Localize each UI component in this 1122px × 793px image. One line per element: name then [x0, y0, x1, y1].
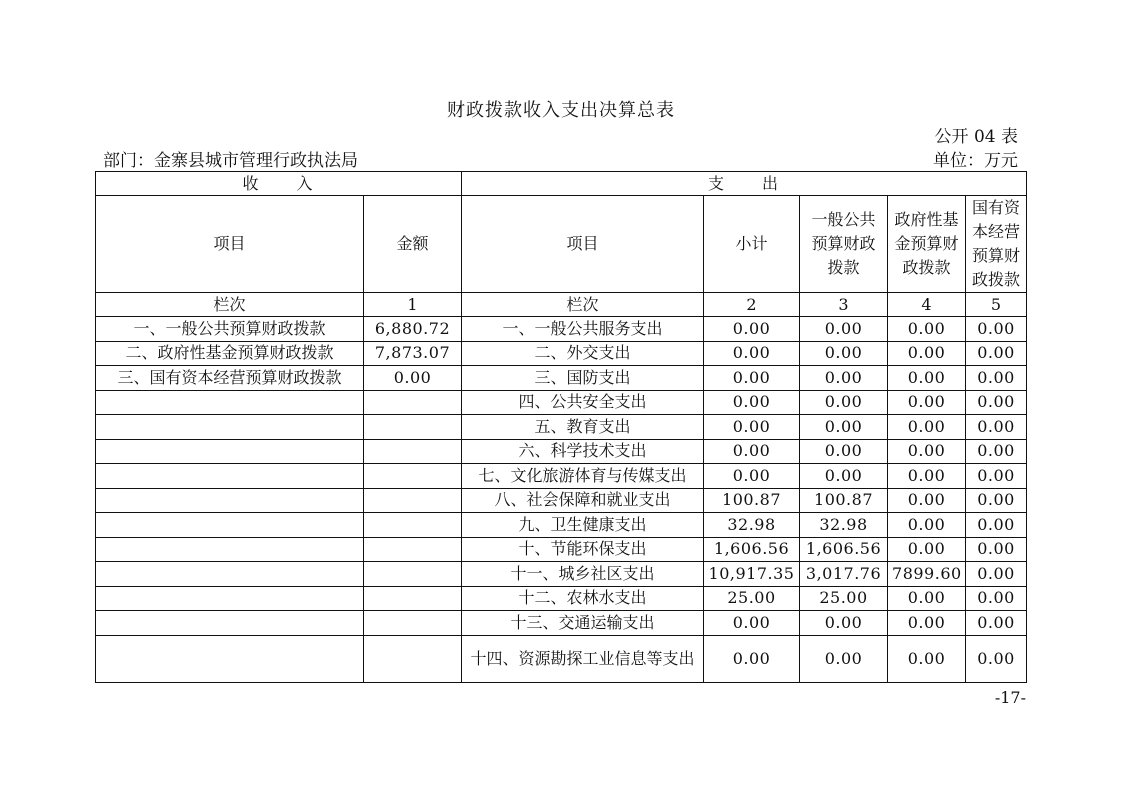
table-row	[96, 635, 1027, 682]
section-header-row	[96, 172, 1027, 196]
section-expense: 支 出	[462, 172, 1027, 196]
gov-fund-cell: 0.00	[888, 537, 966, 562]
income-amount-cell	[364, 488, 462, 513]
income-amount-cell	[364, 415, 462, 440]
general-budget-cell: 0.00	[800, 317, 888, 342]
state-capital-cell: 0.00	[966, 439, 1027, 464]
income-amount-cell	[364, 464, 462, 489]
income-amount-cell	[364, 635, 462, 682]
state-capital-cell: 0.00	[966, 341, 1027, 366]
form-code: 公开 04 表	[934, 127, 1018, 147]
state-capital-cell: 0.00	[966, 317, 1027, 342]
general-budget-cell: 25.00	[800, 586, 888, 611]
page-title: 财政拨款收入支出决算总表	[447, 100, 675, 121]
table-row	[96, 317, 1027, 342]
state-capital-cell: 0.00	[966, 488, 1027, 513]
subtotal-cell: 0.00	[704, 341, 800, 366]
expense-item-cell: 十三、交通运输支出	[462, 611, 704, 636]
subtotal-cell: 100.87	[704, 488, 800, 513]
table-row	[96, 439, 1027, 464]
header-gov-fund: 政府性基金预算财政拨款	[888, 196, 966, 293]
lanci-col-5: 5	[966, 293, 1027, 317]
income-amount-cell: 7,873.07	[364, 341, 462, 366]
page-number: -17-	[994, 688, 1026, 707]
gov-fund-cell: 0.00	[888, 366, 966, 391]
header-income-item: 项目	[96, 196, 364, 293]
subtotal-cell: 10,917.35	[704, 562, 800, 587]
department-label: 部门：金寨县城市管理行政执法局	[103, 151, 358, 171]
income-item-cell	[96, 390, 364, 415]
state-capital-cell: 0.00	[966, 586, 1027, 611]
general-budget-cell: 0.00	[800, 366, 888, 391]
gov-fund-cell: 0.00	[888, 317, 966, 342]
state-capital-cell: 0.00	[966, 611, 1027, 636]
expense-item-cell: 十二、农林水支出	[462, 586, 704, 611]
table-row	[96, 464, 1027, 489]
general-budget-cell: 0.00	[800, 341, 888, 366]
table-row	[96, 488, 1027, 513]
gov-fund-cell: 0.00	[888, 513, 966, 538]
gov-fund-cell: 0.00	[888, 635, 966, 682]
subtotal-cell: 25.00	[704, 586, 800, 611]
subtotal-cell: 0.00	[704, 415, 800, 440]
gov-fund-cell: 0.00	[888, 464, 966, 489]
general-budget-cell: 1,606.56	[800, 537, 888, 562]
gov-fund-cell: 0.00	[888, 415, 966, 440]
subtotal-cell: 0.00	[704, 390, 800, 415]
subtotal-cell: 0.00	[704, 635, 800, 682]
expense-item-cell: 四、公共安全支出	[462, 390, 704, 415]
income-item-cell: 三、国有资本经营预算财政拨款	[96, 366, 364, 391]
income-item-cell	[96, 439, 364, 464]
table-row	[96, 562, 1027, 587]
general-budget-cell: 0.00	[800, 611, 888, 636]
income-item-cell	[96, 611, 364, 636]
gov-fund-cell: 0.00	[888, 611, 966, 636]
income-item-cell: 二、政府性基金预算财政拨款	[96, 341, 364, 366]
income-item-cell	[96, 635, 364, 682]
expense-item-cell: 一、一般公共服务支出	[462, 317, 704, 342]
subtotal-cell: 0.00	[704, 464, 800, 489]
table-row	[96, 611, 1027, 636]
income-item-cell	[96, 488, 364, 513]
expense-item-cell: 三、国防支出	[462, 366, 704, 391]
expense-item-cell: 二、外交支出	[462, 341, 704, 366]
state-capital-cell: 0.00	[966, 635, 1027, 682]
income-item-cell	[96, 537, 364, 562]
column-header-row	[96, 196, 1027, 293]
income-item-cell	[96, 562, 364, 587]
table-row	[96, 513, 1027, 538]
unit-label: 单位：万元	[933, 151, 1018, 171]
table-row	[96, 366, 1027, 391]
income-amount-cell	[364, 390, 462, 415]
general-budget-cell: 0.00	[800, 439, 888, 464]
lanci-col-4: 4	[888, 293, 966, 317]
general-budget-cell: 32.98	[800, 513, 888, 538]
expense-item-cell: 五、教育支出	[462, 415, 704, 440]
gov-fund-cell: 0.00	[888, 586, 966, 611]
general-budget-cell: 3,017.76	[800, 562, 888, 587]
general-budget-cell: 100.87	[800, 488, 888, 513]
header-income-amount: 金额	[364, 196, 462, 293]
general-budget-cell: 0.00	[800, 390, 888, 415]
expense-item-cell: 六、科学技术支出	[462, 439, 704, 464]
budget-summary-table	[95, 171, 1027, 683]
table-row	[96, 390, 1027, 415]
income-amount-cell	[364, 586, 462, 611]
header-state-capital: 国有资本经营预算财政拨款	[966, 196, 1027, 293]
table-row	[96, 537, 1027, 562]
expense-item-cell: 八、社会保障和就业支出	[462, 488, 704, 513]
income-item-cell	[96, 415, 364, 440]
income-item-cell	[96, 513, 364, 538]
income-amount-cell	[364, 611, 462, 636]
lanci-col-2: 2	[704, 293, 800, 317]
subtotal-cell: 1,606.56	[704, 537, 800, 562]
header-general-budget: 一般公共预算财政拨款	[800, 196, 888, 293]
income-amount-cell: 6,880.72	[364, 317, 462, 342]
header-expense-item: 项目	[462, 196, 704, 293]
gov-fund-cell: 0.00	[888, 439, 966, 464]
general-budget-cell: 0.00	[800, 464, 888, 489]
lanci-income-label: 栏次	[96, 293, 364, 317]
gov-fund-cell: 7899.60	[888, 562, 966, 587]
income-amount-cell: 0.00	[364, 366, 462, 391]
lanci-col-1: 1	[364, 293, 462, 317]
gov-fund-cell: 0.00	[888, 341, 966, 366]
state-capital-cell: 0.00	[966, 415, 1027, 440]
table-row	[96, 341, 1027, 366]
income-amount-cell	[364, 439, 462, 464]
expense-item-cell: 十一、城乡社区支出	[462, 562, 704, 587]
income-item-cell	[96, 586, 364, 611]
state-capital-cell: 0.00	[966, 390, 1027, 415]
expense-item-cell: 十、节能环保支出	[462, 537, 704, 562]
state-capital-cell: 0.00	[966, 366, 1027, 391]
expense-item-cell: 七、文化旅游体育与传媒支出	[462, 464, 704, 489]
income-item-cell	[96, 464, 364, 489]
subtotal-cell: 32.98	[704, 513, 800, 538]
subtotal-cell: 0.00	[704, 366, 800, 391]
income-amount-cell	[364, 513, 462, 538]
subtotal-cell: 0.00	[704, 317, 800, 342]
expense-item-cell: 十四、资源勘探工业信息等支出	[462, 635, 704, 682]
table-row	[96, 415, 1027, 440]
income-amount-cell	[364, 562, 462, 587]
income-amount-cell	[364, 537, 462, 562]
table-row	[96, 586, 1027, 611]
gov-fund-cell: 0.00	[888, 390, 966, 415]
subtotal-cell: 0.00	[704, 611, 800, 636]
state-capital-cell: 0.00	[966, 464, 1027, 489]
section-income: 收 入	[96, 172, 462, 196]
header-subtotal: 小计	[704, 196, 800, 293]
lanci-col-3: 3	[800, 293, 888, 317]
general-budget-cell: 0.00	[800, 415, 888, 440]
gov-fund-cell: 0.00	[888, 488, 966, 513]
general-budget-cell: 0.00	[800, 635, 888, 682]
expense-item-cell: 九、卫生健康支出	[462, 513, 704, 538]
lanci-expense-label: 栏次	[462, 293, 704, 317]
lanci-row	[96, 293, 1027, 317]
state-capital-cell: 0.00	[966, 537, 1027, 562]
income-item-cell: 一、一般公共预算财政拨款	[96, 317, 364, 342]
state-capital-cell: 0.00	[966, 513, 1027, 538]
subtotal-cell: 0.00	[704, 439, 800, 464]
state-capital-cell: 0.00	[966, 562, 1027, 587]
